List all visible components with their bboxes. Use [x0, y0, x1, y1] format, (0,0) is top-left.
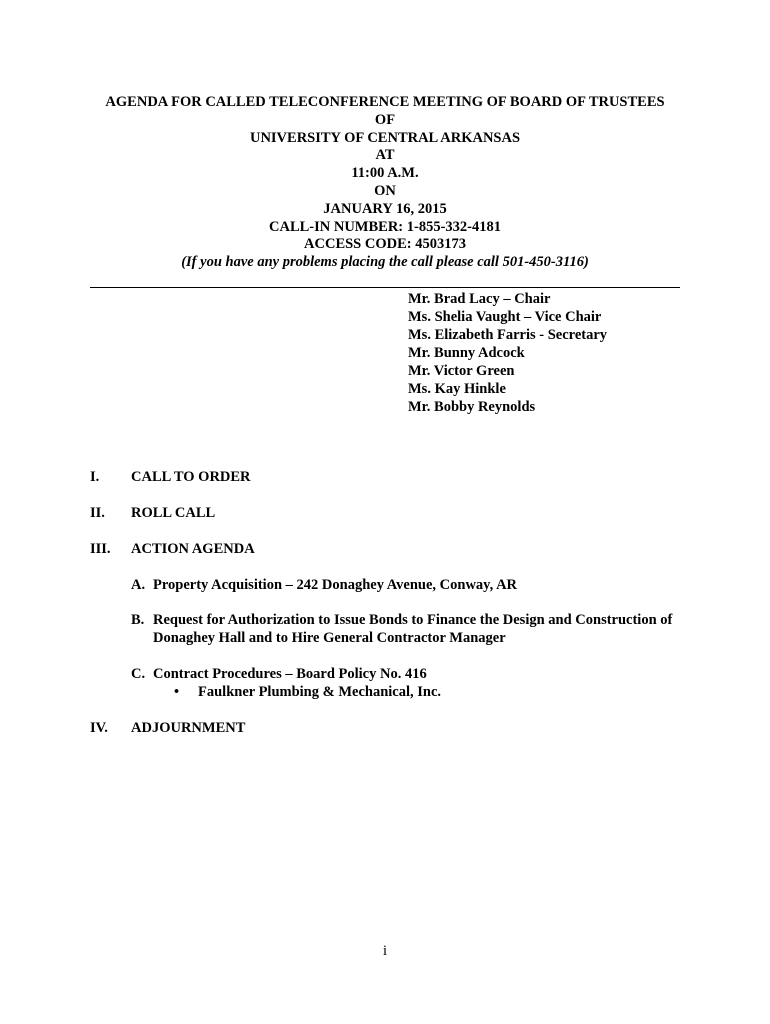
- action-item-text: Contract Procedures – Board Policy No. 416: [153, 666, 427, 682]
- header-at: AT: [375, 147, 395, 164]
- header-of: OF: [374, 111, 396, 128]
- trustee-vice-chair: Ms. Shelia Vaught – Vice Chair: [408, 309, 602, 325]
- access-code: ACCESS CODE: 4503173: [304, 236, 466, 253]
- header-on: ON: [374, 182, 396, 199]
- header-divider: [90, 287, 680, 288]
- action-item-text: Property Acquisition – 242 Donaghey Avenue, Conway, AR: [153, 577, 518, 593]
- agenda-item-roll-call: [90, 504, 215, 522]
- contract-bullet-item: [174, 683, 441, 701]
- agenda-title: AGENDA FOR CALLED TELECONFERENCE MEETING OF BOARD OF TRUSTEES: [105, 94, 665, 110]
- institution-name: UNIVERSITY OF CENTRAL ARKANSAS: [249, 129, 521, 146]
- action-item-text: Request for Authorization to Issue Bonds to Finance the Design and Construction of Donaghey Hall and to Hire General Contractor Manager: [153, 612, 673, 646]
- call-in-number: CALL-IN NUMBER: 1-855-332-4181: [269, 218, 501, 235]
- trustee-list: [408, 290, 607, 416]
- agenda-item-label: CALL TO ORDER: [131, 469, 251, 485]
- action-item-a: [131, 576, 691, 594]
- meeting-date: JANUARY 16, 2015: [323, 200, 447, 217]
- agenda-item-number: III.: [90, 541, 111, 557]
- agenda-item-number: II.: [90, 505, 105, 521]
- action-item-letter: A.: [131, 577, 146, 593]
- trustee-secretary: Ms. Elizabeth Farris - Secretary: [408, 327, 608, 343]
- agenda-item-label: ROLL CALL: [131, 505, 216, 521]
- page-number: i: [382, 943, 388, 959]
- bullet-icon: •: [174, 684, 180, 700]
- trustee-chair: Mr. Brad Lacy – Chair: [408, 291, 551, 307]
- trustee-member: Mr. Bobby Reynolds: [408, 399, 536, 415]
- help-note: (If you have any problems placing the call please call 501-450-3116): [181, 254, 589, 271]
- agenda-item-number: I.: [90, 469, 100, 485]
- meeting-time: 11:00 A.M.: [351, 165, 419, 182]
- trustee-member: Mr. Victor Green: [408, 363, 515, 379]
- agenda-item-action-agenda: [90, 540, 255, 558]
- agenda-header: [0, 94, 770, 272]
- agenda-item-call-to-order: [90, 468, 251, 486]
- agenda-item-label: ADJOURNMENT: [131, 720, 246, 736]
- trustee-member: Mr. Bunny Adcock: [408, 345, 525, 361]
- agenda-item-number: IV.: [90, 720, 108, 736]
- agenda-item-adjournment: [90, 719, 245, 737]
- action-item-letter: B.: [131, 612, 145, 628]
- action-item-letter: C.: [131, 666, 146, 682]
- agenda-item-label: ACTION AGENDA: [131, 541, 255, 557]
- contract-vendor: Faulkner Plumbing & Mechanical, Inc.: [198, 684, 442, 700]
- trustee-member: Ms. Kay Hinkle: [408, 381, 506, 397]
- action-item-c: [131, 665, 691, 683]
- action-item-b: [131, 611, 691, 647]
